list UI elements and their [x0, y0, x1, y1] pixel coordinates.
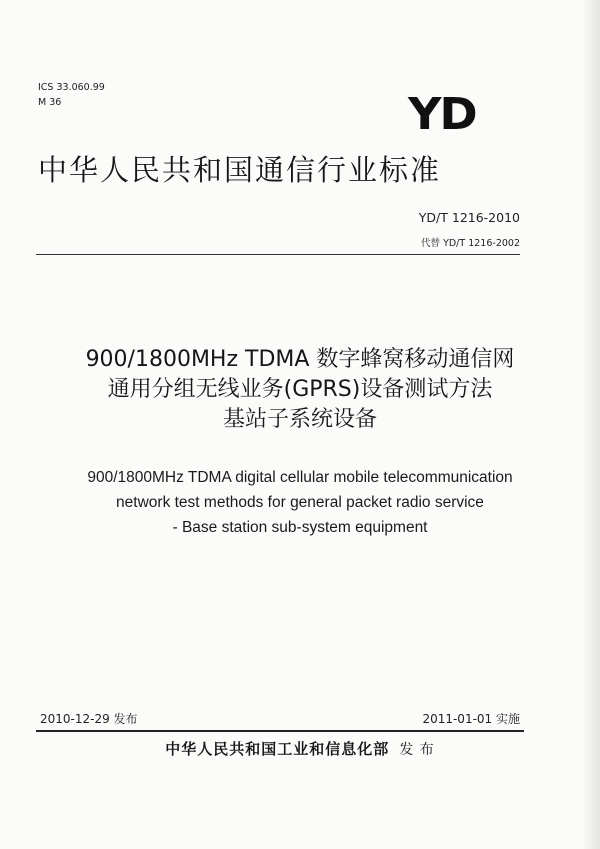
title-en-line: network test methods for general packet radio service	[116, 494, 484, 511]
title-en-line: 900/1800MHz TDMA digital cellular mobile telecommunication	[87, 469, 513, 486]
yd-logo: YD	[408, 89, 476, 140]
ccs-code: M 36	[38, 97, 62, 108]
bottom-divider	[36, 730, 524, 732]
issuing-authority	[0, 738, 600, 759]
implementation-date: 2011-01-01 实施	[422, 712, 520, 726]
issuer-suffix: 发 布	[399, 742, 435, 758]
document-title-english	[20, 465, 580, 540]
title-cn-line: 900/1800MHz TDMA 数字蜂窝移动通信网	[85, 347, 515, 372]
replaces-note: 代替 YD/T 1216-2002	[421, 238, 520, 249]
ics-code: ICS 33.060.99	[38, 82, 105, 93]
title-cn-line: 通用分组无线业务(GPRS)设备测试方法	[107, 377, 493, 402]
document-title-chinese	[20, 345, 580, 435]
standard-code: YD/T 1216-2010	[418, 210, 520, 225]
classification-codes	[38, 80, 105, 110]
title-en-line: - Base station sub-system equipment	[172, 519, 428, 536]
page-edge-shadow	[582, 0, 600, 849]
title-cn-line: 基站子系统设备	[222, 407, 377, 432]
issuer-name: 中华人民共和国工业和信息化部	[165, 740, 390, 758]
standard-title: 中华人民共和国通信行业标准	[38, 153, 442, 187]
top-divider	[36, 254, 520, 255]
issue-date: 2010-12-29 发布	[40, 712, 138, 726]
